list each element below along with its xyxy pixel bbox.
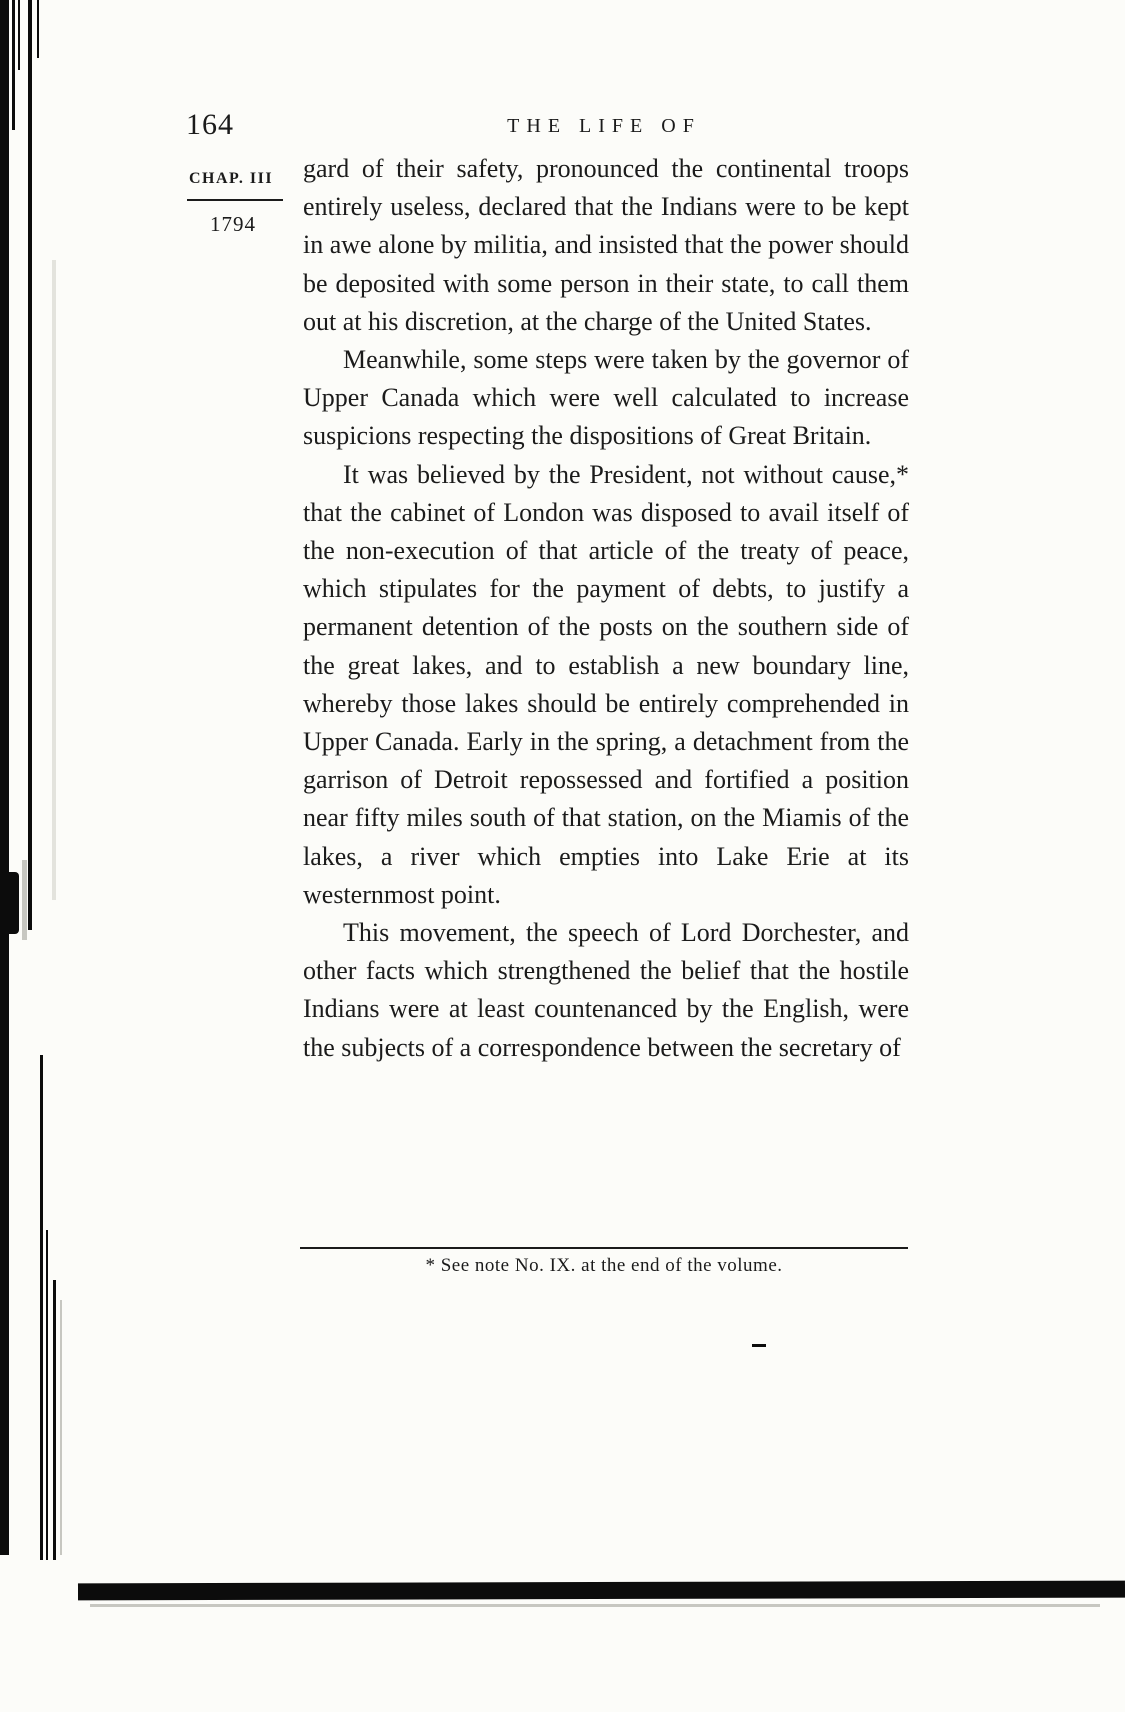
scan-artifact-line	[60, 1300, 62, 1555]
scan-artifact-line	[53, 1280, 56, 1560]
scan-artifact-dash	[752, 1344, 766, 1347]
scan-artifact-line	[46, 1230, 48, 1560]
scan-artifact-line	[28, 0, 32, 930]
scan-artifact-line	[18, 0, 20, 70]
footnote: * See note No. IX. at the end of the volume.	[425, 1255, 783, 1276]
scan-artifact-blob	[0, 872, 19, 934]
running-header: THE LIFE OF	[507, 115, 701, 137]
paragraph: Meanwhile, some steps were taken by the governor of Upper Canada which were well calculated to increase suspicions respecting the dispositions of Great Britain.	[303, 345, 909, 451]
body-text	[303, 150, 909, 1067]
page-number: 164	[186, 108, 234, 141]
scan-artifact-line	[12, 0, 15, 130]
chapter-rule	[187, 199, 283, 201]
scan-artifact-bottom-bar	[78, 1581, 1125, 1601]
scan-artifact-line	[37, 0, 39, 58]
paragraph: gard of their safety, pronounced the continental troops entirely useless, declared that the Indians were to be kept in awe alone by militia, and insisted that the power should be deposited with some person in their state, to call them out at his discretion, at the charge of the United States.	[303, 154, 909, 336]
scan-artifact-left-edge	[0, 0, 9, 1555]
paragraph: It was believed by the President, not without cause,* that the cabinet of London was disposed to avail itself of the non-execution of that article of the treaty of peace, which stipulates for the payment of debts, to justify a permanent detention of the posts on the southern side of the great lakes, and to establish a new boundary line, whereby those lakes should be entirely comprehended in Upper Canada. Early in the spring, a detachment from the garrison of Detroit repossessed and fortified a position near fifty miles south of that station, on the Miamis of the lakes, a river which empties into Lake Erie at its westernmost point.	[303, 459, 909, 909]
scan-artifact-line	[40, 1055, 43, 1560]
paragraph: This movement, the speech of Lord Dorchester, and other facts which strengthened the belief that the hostile Indians were at least countenanced by the English, were the subjects of a correspondence between the secretary of	[303, 918, 909, 1062]
year-label: 1794	[210, 212, 256, 236]
scan-artifact-smudge	[52, 260, 56, 900]
chapter-label: CHAP. III	[189, 170, 274, 187]
scan-artifact-bottom-line	[90, 1604, 1100, 1607]
footnote-rule	[300, 1247, 908, 1249]
scan-artifact-line	[22, 860, 27, 940]
